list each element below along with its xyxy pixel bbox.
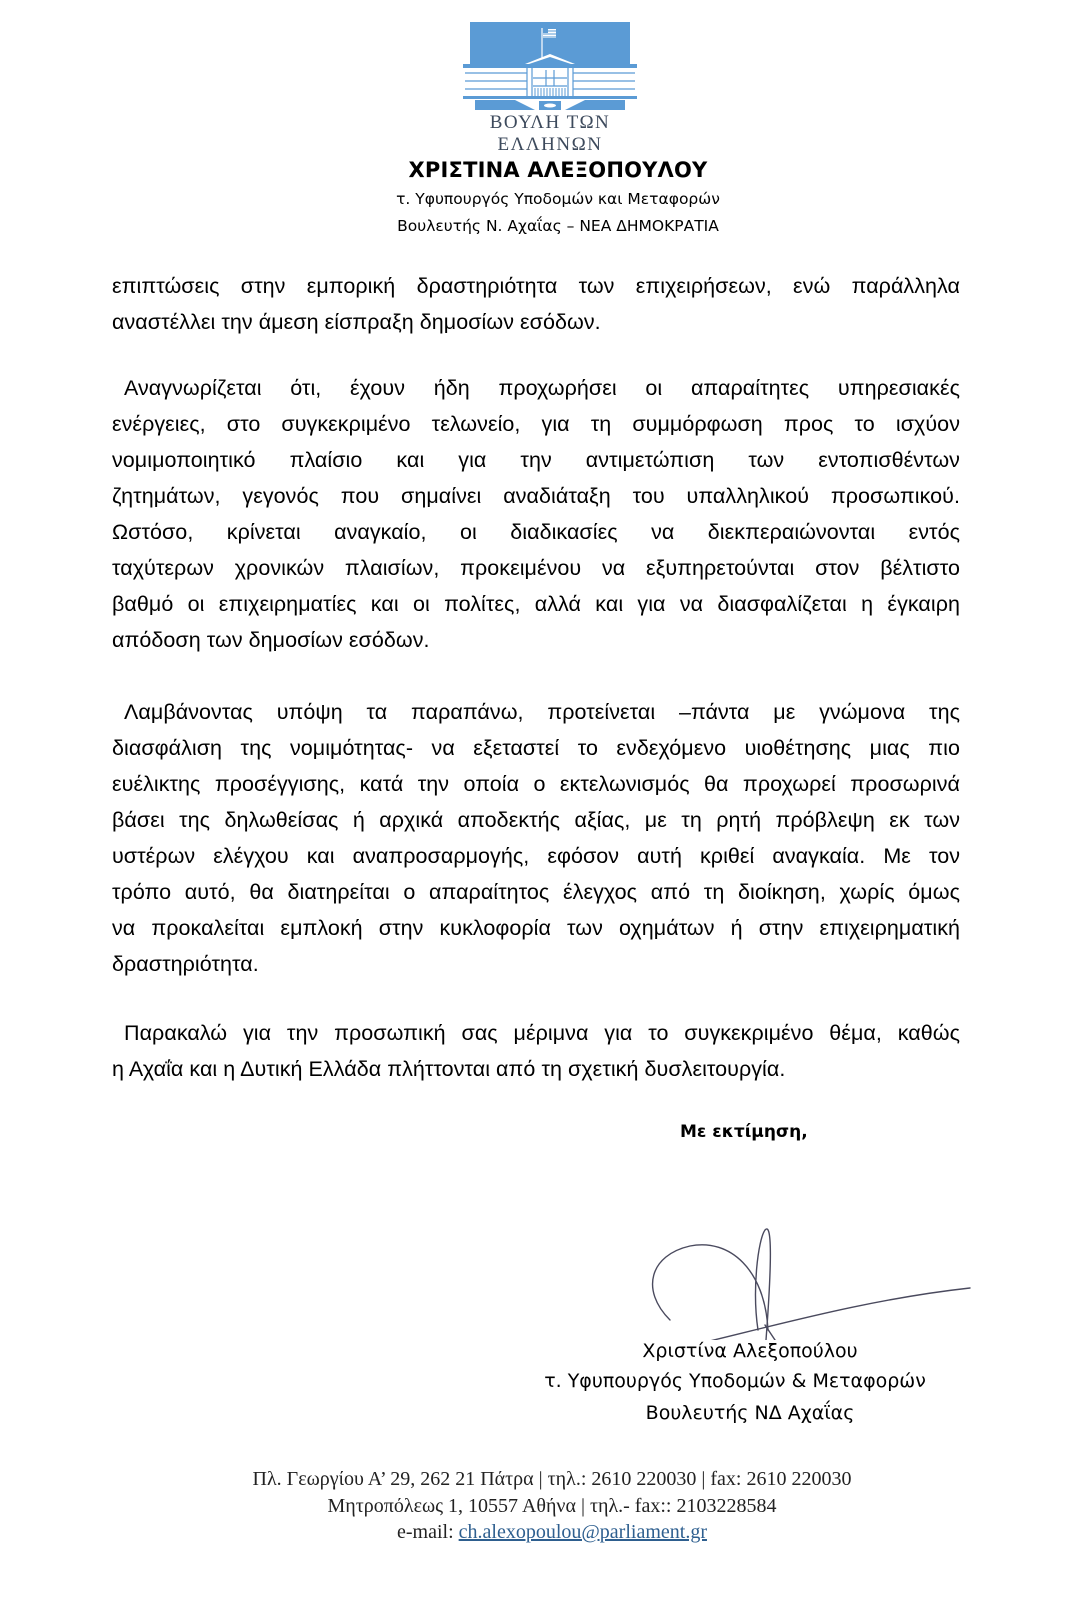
text-line: Ωστόσο, κρίνεται αναγκαίο, οι διαδικασίες να διεκπεραιώνονται εντός	[112, 520, 960, 544]
hellenic-parliament-building-icon	[455, 20, 645, 112]
text-line: Παρακαλώ για την προσωπική σας μέριμνα για το συγκεκριμένο θέμα, καθώς	[124, 1021, 960, 1045]
signatory-title: τ. Υφυπουργός Υποδομών & Μεταφορών	[544, 1370, 926, 1392]
text-line: Λαμβάνοντας υπόψη τα παραπάνω, προτείνεται –πάντα με γνώμονα της	[124, 700, 960, 724]
text-line: δραστηριότητα.	[112, 952, 259, 976]
parliament-logo	[455, 20, 645, 155]
text-line: ευέλικτης προσέγγισης, κατά την οποία ο εκτελωνισμός θα προχωρεί προσωρινά	[112, 772, 960, 796]
text-line: Αναγνωρίζεται ότι, έχουν ήδη προχωρήσει οι απαραίτητες υπηρεσιακές	[124, 376, 960, 400]
text-line: υστέρων ελέγχου και αναπροσαρμογής, εφόσον αυτή κριθεί αναγκαία. Με τον	[112, 844, 960, 868]
handwritten-signature-icon	[640, 1180, 980, 1340]
signatory-constituency: Βουλευτής ΝΔ Αχαΐας	[645, 1402, 855, 1424]
signature	[640, 1180, 980, 1340]
text-line: τρόπο αυτό, θα διατηρείται ο απαραίτητος έλεγχος από τη διοίκηση, χωρίς όμως	[112, 880, 960, 904]
email-link[interactable]: ch.alexopoulou@parliament.gr	[458, 1521, 707, 1543]
sender-role: τ. Υφυπουργός Υποδομών και Μεταφορών	[396, 190, 720, 208]
closing-salutation: Με εκτίμηση,	[680, 1122, 808, 1142]
text-line: ζητημάτων, γεγονός που σημαίνει αναδιάταξη του υπαλληλικού προσωπικού.	[112, 484, 960, 508]
sender-name: ΧΡΙΣΤΙΝΑ ΑΛΕΞΟΠΟΥΛΟΥ	[408, 158, 708, 182]
footer-address-patras: Πλ. Γεωργίου Α’ 29, 262 21 Πάτρα | τηλ.: 2610 220030 | fax: 2610 220030	[252, 1468, 852, 1490]
text-line: ταχύτερων χρονικών πλαισίων, προκειμένου να εξυπηρετούνται στον βέλτιστο	[112, 556, 960, 580]
paragraph-3	[112, 694, 960, 982]
text-line: να προκαλείται εμπλοκή στην κυκλοφορία των οχημάτων ή στην επιχειρηματική	[112, 916, 960, 940]
text-line: επιπτώσεις στην εμπορική δραστηριότητα των επιχειρήσεων, ενώ παράλληλα	[112, 274, 960, 298]
text-line: διασφάλιση της νομιμότητας- να εξεταστεί το ενδεχόμενο υιοθέτησης μιας πιο	[112, 736, 960, 760]
paragraph-1	[112, 268, 960, 340]
sender-constituency: Βουλευτής Ν. Αχαΐας – ΝΕΑ ΔΗΜΟΚΡΑΤΙΑ	[397, 217, 719, 235]
signatory-name: Χριστίνα Αλεξοπούλου	[642, 1340, 858, 1362]
text-line: νομιμοποιητικό πλαίσιο και για την αντιμετώπιση των εντοπισθέντων	[112, 448, 960, 472]
logo-caption: ΒΟΥΛΗ ΤΩΝ ΕΛΛΗΝΩΝ	[489, 112, 611, 155]
footer-email	[6, 1521, 1092, 1544]
paragraph-4	[112, 1015, 960, 1087]
text-line: ενέργειες, στο συγκεκριμένο τελωνείο, για τη συμμόρφωση προς το ισχύον	[112, 412, 960, 436]
text-line: απόδοση των δημοσίων εσόδων.	[112, 628, 430, 652]
text-line: βαθμό οι επιχειρηματίες και οι πολίτες, αλλά και για να διασφαλίζεται η έγκαιρη	[112, 592, 960, 616]
text-line: βάσει της δηλωθείσας ή αρχικά αποδεκτής αξίας, με τη ρητή πρόβλεψη εκ των	[112, 808, 960, 832]
email-label: e-mail:	[397, 1521, 459, 1543]
text-line: η Αχαΐα και η Δυτική Ελλάδα πλήττονται από τη σχετική δυσλειτουργία.	[112, 1057, 786, 1081]
text-line: αναστέλλει την άμεση είσπραξη δημοσίων εσόδων.	[112, 310, 601, 334]
footer-address-athens: Μητροπόλεως 1, 10557 Αθήνα | τηλ.- fax:: 2103228584	[327, 1495, 777, 1517]
paragraph-2	[112, 370, 960, 658]
